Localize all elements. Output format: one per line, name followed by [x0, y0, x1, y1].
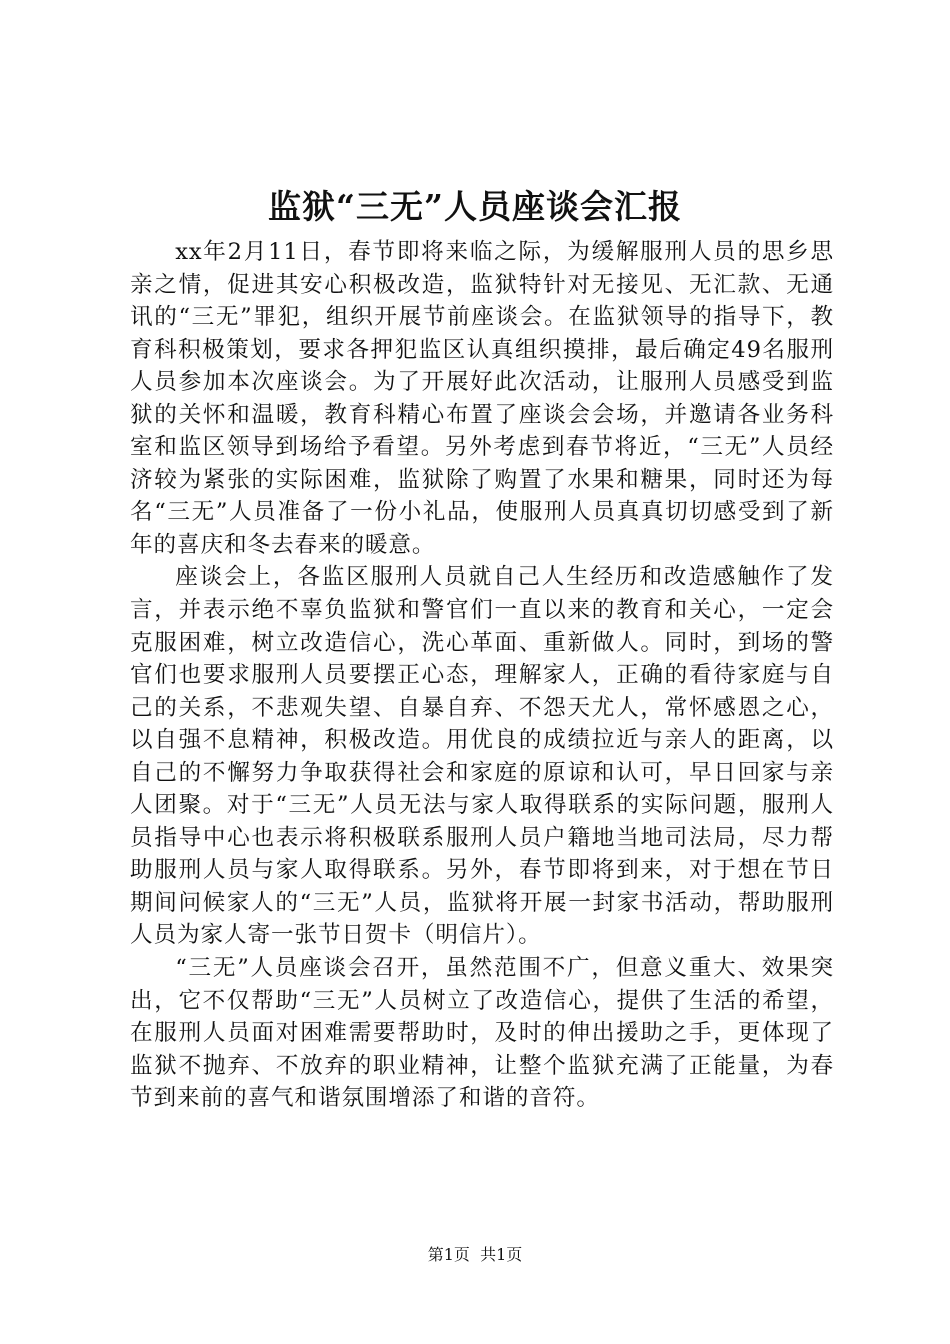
footer-spacer	[470, 1245, 480, 1264]
document-title: 监狱“三无”人员座谈会汇报	[268, 187, 682, 226]
paragraph-1: xx年2月11日，春节即将来临之际，为缓解服刑人员的思乡思亲之情，促进其安心积极改造，监狱特针对无接见、无汇款、无通讯的“三无”罪犯，组织开展节前座谈会。在监狱领导的指导下，教育科积极策划，要求各押犯监区认真组织摸排，最后确定49名服刑人员参加本次座谈会。为了开展好此次活动，让服刑人员感受到监狱的关怀和温暖，教育科精心布置了座谈会会场，并邀请各业务科室和监区领导到场给予看望。另外考虑到春节将近，“三无”人员经济较为紧张的实际困难，监狱除了购置了水果和糖果，同时还为每名“三无”人员准备了一份小礼品，使服刑人员真真切切感受到了新年的喜庆和冬去春来的暖意。	[130, 239, 834, 558]
document-body	[130, 236, 834, 1115]
paragraph-3: “三无”人员座谈会召开，虽然范围不广，但意义重大、效果突出，它不仅帮助“三无”人员树立了改造信心，提供了生活的希望，在服刑人员面对困难需要帮助时，及时的伸出援助之手，更体现了监狱不抛弃、不放弃的职业精神，让整个监狱充满了正能量，为春节到来前的喜气和谐氛围增添了和谐的音符。	[130, 955, 834, 1112]
page-footer	[0, 1244, 950, 1266]
page-number: 第1页	[427, 1245, 470, 1264]
page-total: 共1页	[480, 1245, 523, 1264]
paragraph-2: 座谈会上，各监区服刑人员就自己人生经历和改造感触作了发言，并表示绝不辜负监狱和警官们一直以来的教育和关心，一定会克服困难，树立改造信心，洗心革面、重新做人。同时，到场的警官们也要求服刑人员要摆正心态，理解家人，正确的看待家庭与自己的关系，不悲观失望、自暴自弃、不怨天尤人，常怀感恩之心，以自强不息精神，积极改造。用优良的成绩拉近与亲人的距离，以自己的不懈努力争取获得社会和家庭的原谅和认可，早日回家与亲人团聚。对于“三无”人员无法与家人取得联系的实际问题，服刑人员指导中心也表示将积极联系服刑人员户籍地当地司法局，尽力帮助服刑人员与家人取得联系。另外，春节即将到来，对于想在节日期间问候家人的“三无”人员，监狱将开展一封家书活动，帮助服刑人员为家人寄一张节日贺卡（明信片）。	[130, 564, 834, 949]
